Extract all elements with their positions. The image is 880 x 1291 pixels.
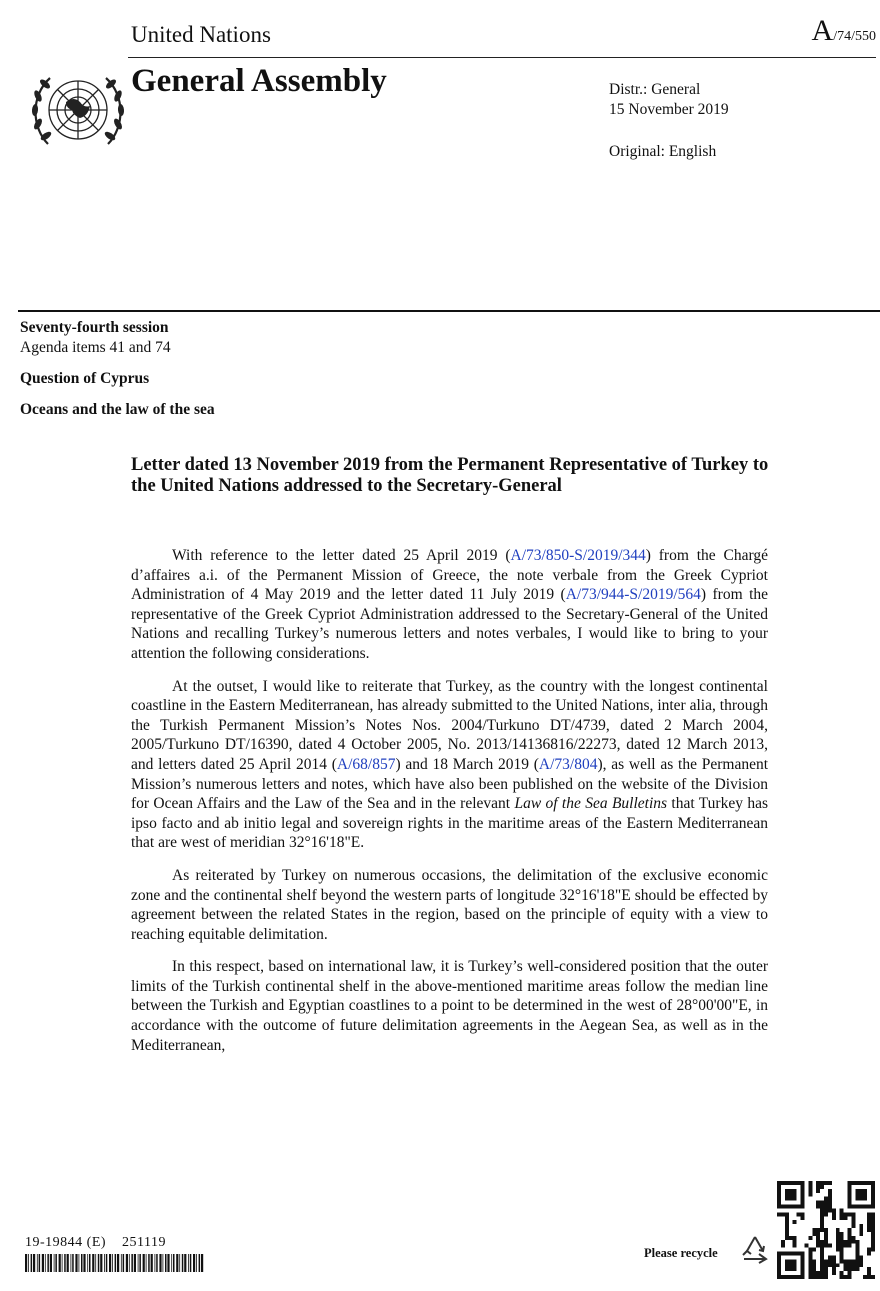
paragraph-2 <box>131 677 768 853</box>
recycle-icon <box>738 1233 772 1267</box>
un-emblem-icon <box>26 66 130 154</box>
job-number <box>25 1235 166 1251</box>
paragraph-1-text-c: ) from the representative of the Greek Cypriot Administration addressed to the Secretary-General of the United Nations and recalling Turkey’s numerous letters and notes verbales, I would like to bring to your attention the following considerations. <box>131 586 769 662</box>
paragraph-1-text-a: With reference to the letter dated 25 April 2019 ( <box>172 547 511 564</box>
header-rule <box>128 57 876 58</box>
body-title: General Assembly <box>131 63 387 99</box>
issue-date: 15 November 2019 <box>609 101 729 118</box>
session-block <box>20 318 215 420</box>
link-a68-857[interactable]: A/68/857 <box>336 755 396 773</box>
symbol-number: /74/550 <box>833 29 876 44</box>
distribution-block <box>609 80 729 162</box>
paragraph-4: In this respect, based on international law, it is Turkey’s well-considered position that the outer limits of the Turkish continental shelf in the above-mentioned maritime areas follow the median line between the Turkish and Egyptian coastlines to a point to be determined in the west of 28°00'00"E, in accordance with the outcome of future delimitation agreements in the Aegean Sea, as well as in the Mediterranean, <box>131 958 768 1054</box>
paragraph-2-text-c: ), as well as the Permanent Mission’s numerous letters and notes, which have also been published on the website of the Division for Ocean Affairs and the Law of the Sea and in the relevant <box>131 755 769 813</box>
link-a73-850[interactable]: A/73/850-S/2019/344 <box>510 547 646 564</box>
session-rule <box>18 310 880 312</box>
agenda-item-cyprus: Question of Cyprus <box>20 370 150 387</box>
letter-body <box>131 546 768 1068</box>
paragraph-2-italic: Law of the Sea Bulletins <box>514 795 668 813</box>
paragraph-2-text-d: that Turkey has ipso facto and ab initio legal and sovereign rights in the maritime areas of the Eastern Mediterranean that are west of meridian 32°16'18"E. <box>131 795 768 852</box>
barcode-icon <box>25 1254 205 1272</box>
job-number-text: 19-19844 (E) 251119 <box>25 1235 166 1250</box>
session-title: Seventy-fourth session <box>20 319 169 336</box>
original-language: Original: English <box>609 143 717 160</box>
recycle-notice: Please recycle <box>644 1246 718 1260</box>
paragraph-2-text-b: ) and 18 March 2019 ( <box>395 755 539 773</box>
org-name: United Nations <box>131 22 271 47</box>
qr-code-icon <box>777 1181 875 1279</box>
link-a73-804[interactable]: A/73/804 <box>538 755 598 773</box>
agenda-items: Agenda items 41 and 74 <box>20 339 171 356</box>
letter-title: Letter dated 13 November 2019 from the Permanent Representative of Turkey to the United Nations addressed to the Secretary-General <box>131 455 769 496</box>
agenda-item-oceans: Oceans and the law of the sea <box>20 401 215 418</box>
paragraph-1 <box>131 546 768 664</box>
symbol-letter: A <box>811 14 834 47</box>
link-a73-944[interactable]: A/73/944-S/2019/564 <box>565 586 701 604</box>
document-symbol <box>812 14 876 48</box>
distribution: Distr.: General <box>609 81 701 98</box>
paragraph-2-text-a: At the outset, I would like to reiterate that Turkey, as the country with the longest continental coastline in the Eastern Mediterranean, has already submitted to the United Nations, inter alia, through the Turkish Permanent Mission’s Notes Nos. 2004/Turkuno DT/4739, dated 2 March 2004, 2005/Turkuno DT/16390, dated 4 October 2005, No. 2013/14136816/22273, dated 12 March 2013, and letters dated 25 April 2014 ( <box>131 677 768 773</box>
paragraph-3: As reiterated by Turkey on numerous occasions, the delimitation of the exclusive economic zone and the continental shelf beyond the western parts of longitude 32°16'18"E should be effected by agreement between the related States in the region, based on the principle of equity with a view to reaching equitable delimitation. <box>131 866 768 943</box>
paragraph-1-text-b: ) from the Chargé d’affaires a.i. of the Permanent Mission of Greece, the note verbale from the Greek Cypriot Administration of 4 May 2019 and the letter dated 11 July 2019 ( <box>131 547 768 604</box>
